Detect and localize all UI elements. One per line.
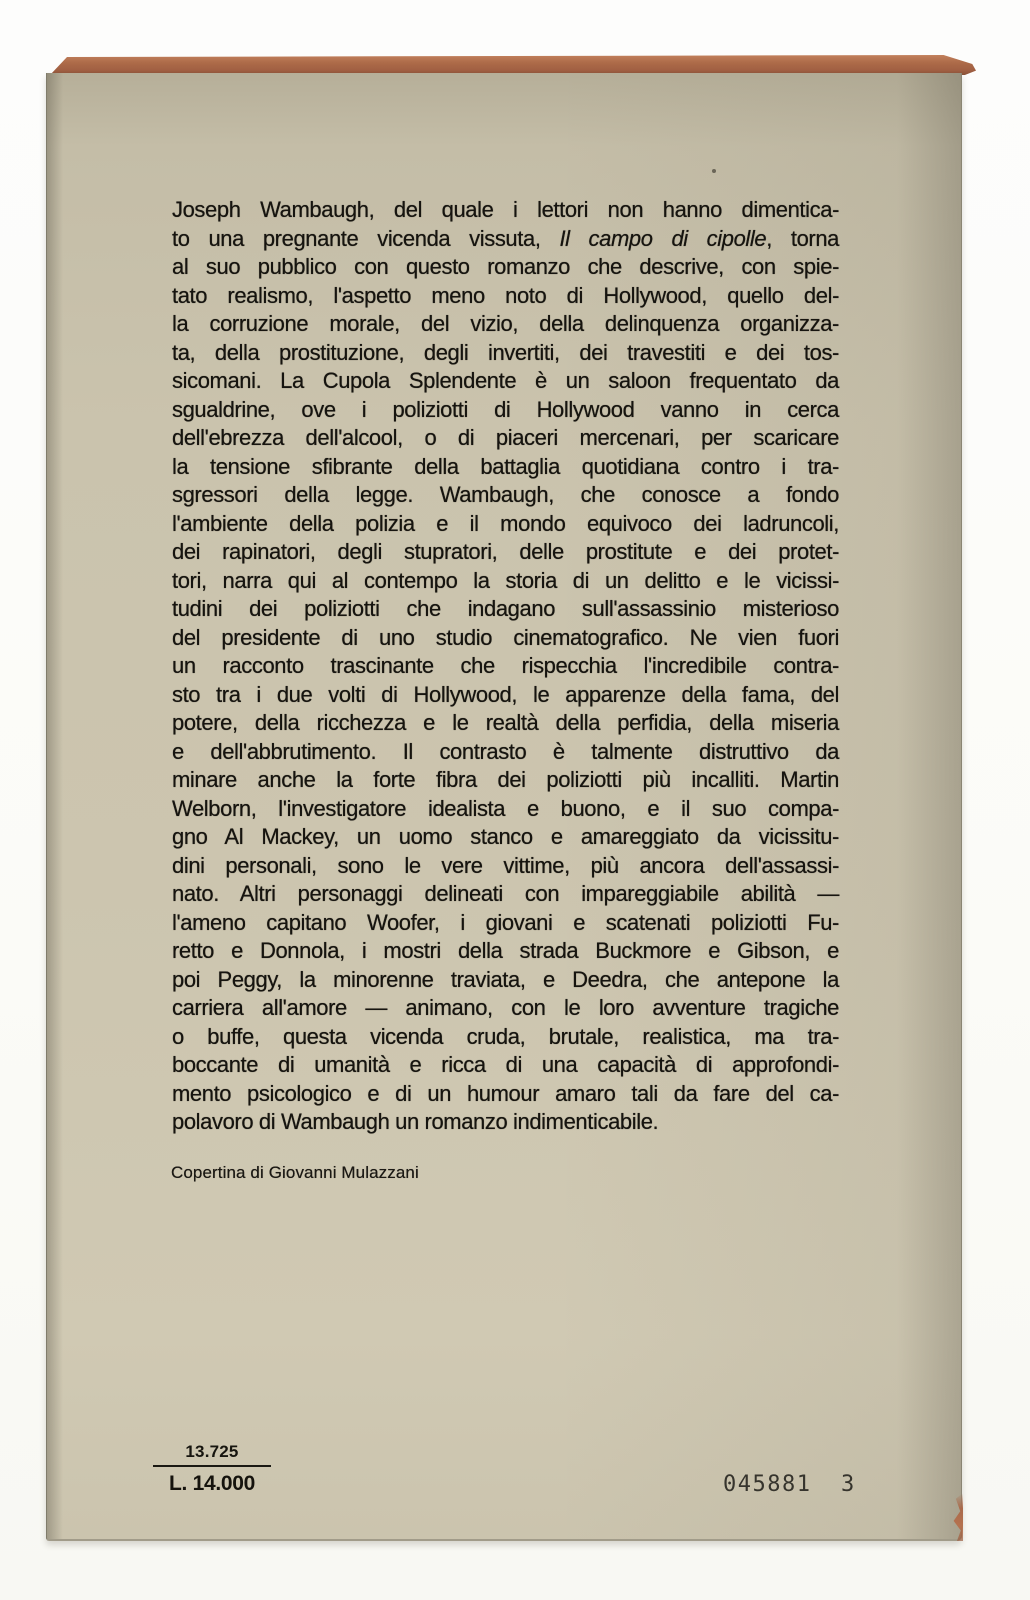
price-current: L. 14.000 — [168, 1472, 256, 1495]
body-line: sgualdrine, ove i poliziotti di Hollywood vanno in cerca — [172, 396, 839, 422]
body-line: ta, della prostituzione, degli invertiti, dei travestiti e dei tos- — [172, 339, 839, 365]
dust-speck — [712, 169, 716, 173]
body-line: l'ameno capitano Woofer, i giovani e scatenati poliziotti Fu- — [172, 909, 839, 935]
body-line: sgressori della legge. Wambaugh, che conosce a fondo — [172, 482, 839, 507]
body-line: sicomani. La Cupola Splendente è un saloon frequentato da — [172, 368, 839, 393]
body-line: un racconto trascinante che rispecchia l'incredibile contra- — [172, 653, 839, 678]
back-cover-text — [172, 196, 839, 1137]
body-line: l'ambiente della polizia e il mondo equivoco dei ladruncoli, — [172, 510, 839, 536]
body-line: la tensione sfibrante della battaglia quotidiana contro i tra- — [172, 453, 839, 479]
body-line: retto e Donnola, i mostri della strada Buckmore e Gibson, e — [172, 938, 839, 963]
corner-wear-mark — [952, 1493, 963, 1541]
body-line: mento psicologico e di un humour amaro tali da fare del ca- — [172, 1080, 839, 1106]
body-line: potere, della ricchezza e le realtà della perfidia, della miseria — [172, 710, 839, 735]
body-line: boccante di umanità e ricca di una capacità di approfondi- — [172, 1052, 839, 1077]
body-line: del presidente di uno studio cinematografico. Ne vien fuori — [172, 624, 839, 650]
body-line: carriera all'amore — animano, con le loro avventure tragiche — [172, 995, 839, 1020]
body-line: dell'ebrezza dell'alcool, o di piaceri mercenari, per scaricare — [172, 425, 839, 450]
body-line: polavoro di Wambaugh un romanzo indimenticabile. — [172, 1109, 659, 1134]
cover-face — [46, 73, 962, 1541]
cover-credit: Copertina di Giovanni Mulazzani — [171, 1163, 419, 1182]
body-line: poi Peggy, la minorenne traviata, e Deedra, che antepone la — [172, 966, 839, 992]
body-line: nato. Altri personaggi delineati con impareggiabile abilità — — [172, 881, 839, 906]
body-line: o buffe, questa vicenda cruda, brutale, realistica, ma tra- — [172, 1023, 839, 1049]
catalog-code: 045881 3 — [723, 1472, 856, 1497]
body-line: Joseph Wambaugh, del quale i lettori non hanno dimentica- — [172, 197, 839, 222]
body-line: la corruzione morale, del vizio, della delinquenza organizza- — [172, 311, 839, 336]
body-line: Welborn, l'investigatore idealista e buono, e il suo compa- — [172, 795, 839, 821]
body-line: dei rapinatori, degli stupratori, delle prostitute e dei protet- — [172, 539, 839, 564]
body-line: minare anche la forte fibra dei poliziotti più incalliti. Martin — [172, 767, 839, 792]
price-divider — [153, 1465, 271, 1467]
body-line: al suo pubblico con questo romanzo che descrive, con spie- — [172, 254, 839, 279]
body-line: dini personali, sono le vere vittime, più ancora dell'assassi- — [172, 852, 839, 878]
body-line: gno Al Mackey, un uomo stanco e amareggiato da vicissitu- — [172, 824, 839, 849]
body-line: tato realismo, l'aspetto meno noto di Hollywood, quello del- — [172, 282, 839, 308]
body-line: e dell'abbrutimento. Il contrasto è talmente distruttivo da — [172, 738, 839, 764]
body-line: to una pregnante vicenda vissuta, Il campo di cipolle, torna — [172, 225, 840, 251]
book-back-cover — [46, 55, 976, 1539]
price-old: 13.725 — [185, 1442, 239, 1461]
body-line: tori, narra qui al contempo la storia di un delitto e le vicissi- — [172, 567, 839, 593]
body-line: sto tra i due volti di Hollywood, le apparenze della fama, del — [172, 681, 839, 707]
book-page-top-edge — [50, 55, 976, 75]
body-line: tudini dei poliziotti che indagano sull'assassinio misterioso — [172, 596, 839, 621]
